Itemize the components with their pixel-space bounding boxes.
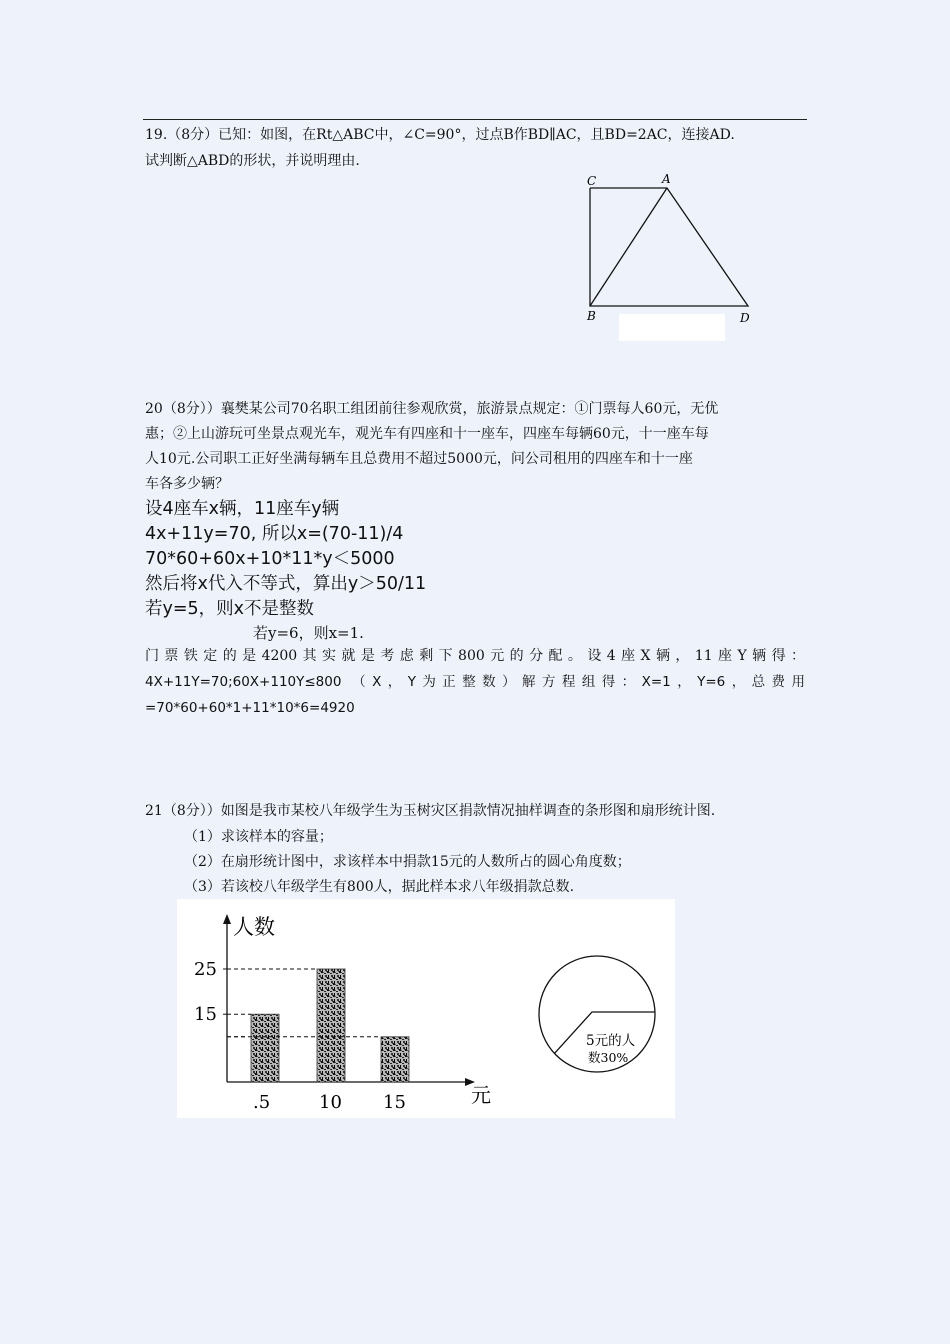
bar — [317, 969, 345, 1082]
q19-line-2: 试判断△ABD的形状，并说明理由. — [145, 153, 360, 169]
q20-note-line-1: 门票铁定的是4200其实就是考虑剩下800元的分配。设4座X辆，11座Y辆得： — [145, 648, 805, 664]
q21-sub-2: （2）在扇形统计图中，求该样本中捐款15元的人数所占的圆心角度数； — [184, 854, 631, 870]
q20-answer-tail: 若y=6，则x=1. — [253, 624, 364, 642]
q20-answer-line-4: 然后将x代入不等式，算出y＞50/11 — [145, 574, 427, 594]
figure-outline — [590, 188, 748, 306]
q21-sub-1: （1）求该样本的容量； — [184, 829, 333, 845]
q20-answer-line-1: 设4座车x辆，11座车y辆 — [145, 499, 340, 519]
x-axis-label: 元 — [471, 1083, 491, 1107]
q20-answer-line-3: 70*60+60x+10*11*y＜5000 — [145, 549, 395, 569]
bar — [251, 1014, 279, 1082]
y-axis-label: 人数 — [233, 915, 275, 939]
x-tick-label: 10 — [319, 1092, 342, 1113]
q20-answer-line-2: 4x+11y=70, 所以x=(70-11)/4 — [145, 524, 404, 544]
pie-slice-label-line-1: 5元的人 — [586, 1033, 636, 1049]
pie-slice-label-line-2: 数30% — [588, 1050, 629, 1065]
bar — [381, 1037, 409, 1082]
q19-line-1: 19.（8分）已知：如图，在Rt△ABC中，∠C=90°，过点B作BD∥AC，且BD=2AC，连接AD. — [145, 127, 735, 143]
x-tick-label: 15 — [383, 1092, 406, 1113]
figure-label-c: C — [587, 174, 597, 188]
figure-white-patch — [619, 314, 725, 341]
top-divider — [143, 119, 807, 120]
q20-line-4: 车各多少辆？ — [145, 476, 229, 492]
q20-line-2: 惠；②上山游玩可坐景点观光车，观光车有四座和十一座车，四座车每辆60元，十一座车每 — [145, 426, 709, 442]
q21-sub-3: （3）若该校八年级学生有800人，据此样本求八年级捐款总数. — [184, 879, 575, 895]
y-tick-label: 15 — [194, 1004, 217, 1026]
q20-answer-line-5: 若y=5，则x不是整数 — [145, 599, 315, 619]
x-tick-label: .5 — [253, 1092, 271, 1113]
figure-diagonal-ab — [590, 188, 667, 306]
figure-label-d: D — [740, 311, 750, 325]
q19-triangle-figure — [575, 170, 765, 345]
q20-note-line-2: 4X+11Y=70;60X+110Y≤800 （X，Y为正整数）解方程组得：X=1，Y=6，总费用 — [145, 674, 805, 690]
q20-note-line-3: =70*60+60*1+11*10*6=4920 — [145, 700, 355, 716]
figure-label-a: A — [662, 172, 671, 186]
y-tick-label: 25 — [194, 959, 217, 980]
figure-label-b: B — [587, 309, 596, 323]
q21-charts — [177, 899, 675, 1118]
q20-line-1: 20（8分））襄樊某公司70名职工组团前往参观欣赏，旅游景点规定：①门票每人60元，无优 — [145, 401, 719, 417]
q20-line-3: 人10元.公司职工正好坐满每辆车且总费用不超过5000元，问公司租用的四座车和十一座 — [145, 451, 693, 467]
q21-line-1: 21（8分））如图是我市某校八年级学生为玉树灾区捐款情况抽样调查的条形图和扇形统计图. — [145, 803, 716, 819]
